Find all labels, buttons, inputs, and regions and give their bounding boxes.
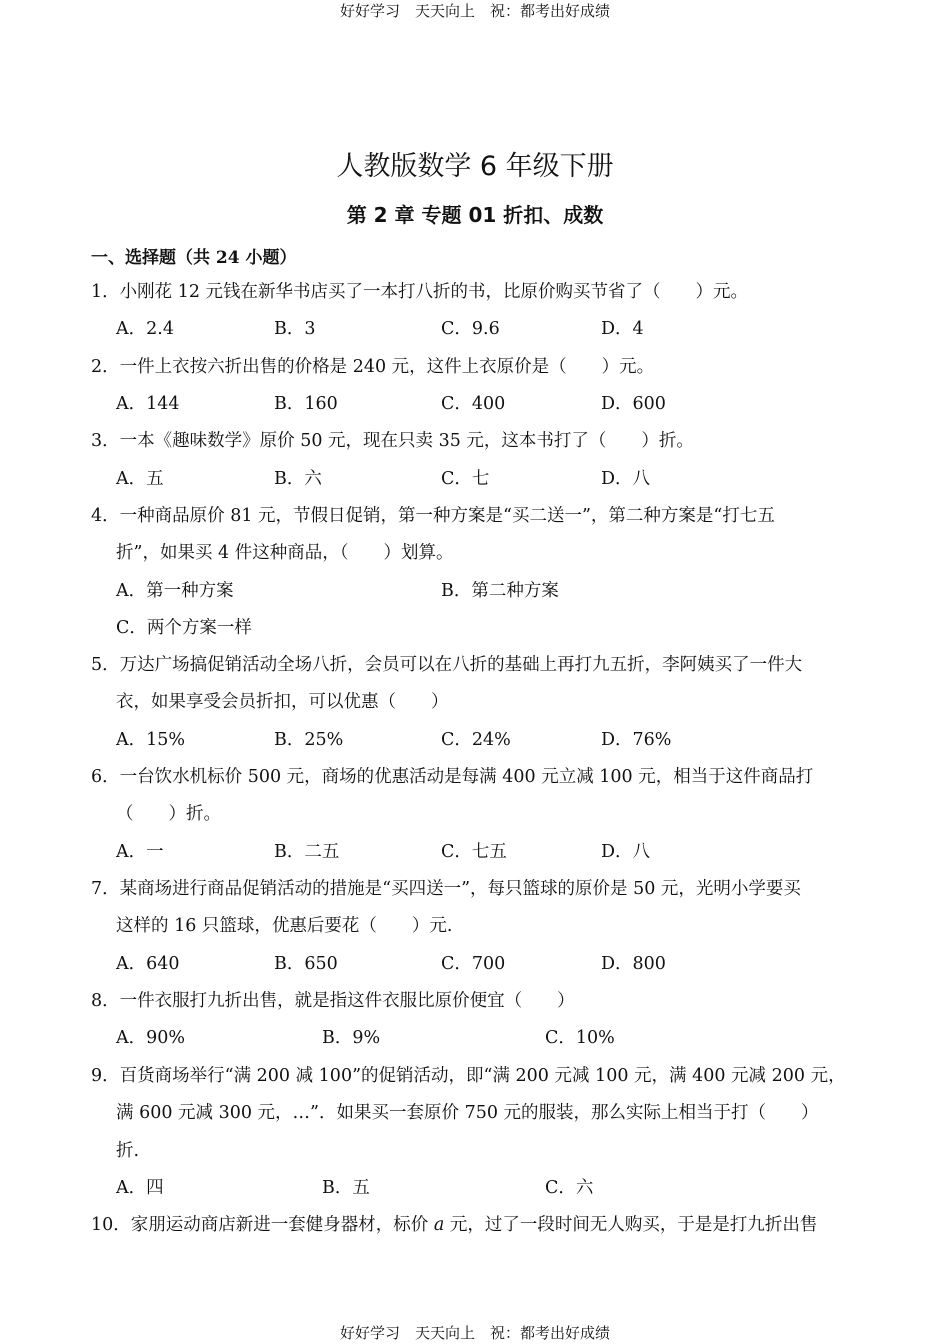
q1-option-b: B．3 xyxy=(274,319,316,339)
page-title: 人教版数学 6 年级下册 xyxy=(336,151,614,182)
q10-text-a: 10．家朋运动商店新进一套健身器材，标价 xyxy=(91,1215,434,1235)
question-9-line-3: 折. xyxy=(116,1141,140,1161)
question-5-line-2: 衣，如果享受会员折扣，可以优惠（ ） xyxy=(116,692,449,712)
q8-option-c: C．10% xyxy=(545,1028,615,1048)
question-5-line-1: 5．万达广场搞促销活动全场八折，会员可以在八折的基础上再打九五折，李阿姨买了一件大 xyxy=(91,655,803,675)
q5-option-a: A．15% xyxy=(116,730,186,750)
section-heading: 一、选择题（共 24 小题） xyxy=(91,248,297,268)
q7-option-c: C．700 xyxy=(441,954,506,974)
q9-option-c: C．六 xyxy=(545,1178,594,1198)
q9-option-b: B．五 xyxy=(322,1178,370,1198)
question-1: 1．小刚花 12 元钱在新华书店买了一本打八折的书，比原价购买节省了（ ）元。 xyxy=(91,282,749,302)
q1-option-c: C．9.6 xyxy=(441,319,500,339)
q7-option-a: A．640 xyxy=(116,954,180,974)
question-9-line-1: 9．百货商场举行“满 200 减 100”的促销活动，即“满 200 元减 100 元，满 400 元减 200 元， xyxy=(91,1066,846,1086)
page-header: 好好学习 天天向上 祝：都考出好成绩 xyxy=(339,2,610,20)
question-6-line-1: 6．一台饮水机标价 500 元，商场的优惠活动是每满 400 元立减 100 元，相当于这件商品打 xyxy=(91,767,814,787)
page-footer: 好好学习 天天向上 祝：都考出好成绩 xyxy=(339,1324,610,1342)
q7-option-d: D．800 xyxy=(601,954,666,974)
question-4-line-2: 折”，如果买 4 件这种商品，（ ）划算。 xyxy=(116,543,454,563)
q1-option-a: A．2.4 xyxy=(116,319,174,339)
q3-option-b: B．六 xyxy=(274,469,322,489)
q4-option-a: A．第一种方案 xyxy=(116,581,234,601)
q6-option-d: D．八 xyxy=(601,842,651,862)
q6-option-c: C．七五 xyxy=(441,842,507,862)
q1-option-d: D．4 xyxy=(601,319,644,339)
question-7-line-2: 这样的 16 只篮球，优惠后要花（ ）元. xyxy=(116,916,453,936)
q2-option-c: C．400 xyxy=(441,394,506,414)
question-7-line-1: 7．某商场进行商品促销活动的措施是“买四送一”，每只篮球的原价是 50 元，光明小学要买 xyxy=(91,879,801,899)
q2-option-d: D．600 xyxy=(601,394,666,414)
q9-option-a: A．四 xyxy=(116,1178,164,1198)
q2-option-b: B．160 xyxy=(274,394,338,414)
q4-option-c: C．两个方案一样 xyxy=(116,618,252,638)
q8-option-a: A．90% xyxy=(116,1028,186,1048)
q3-option-d: D．八 xyxy=(601,469,651,489)
q10-variable: a xyxy=(433,1215,445,1235)
q5-option-c: C．24% xyxy=(441,730,511,750)
q5-option-b: B．25% xyxy=(274,730,344,750)
question-10-line-1 xyxy=(91,1214,817,1236)
chapter-subtitle: 第 2 章 专题 01 折扣、成数 xyxy=(346,203,604,227)
q5-option-d: D．76% xyxy=(601,730,672,750)
q7-option-b: B．650 xyxy=(274,954,338,974)
q8-option-b: B．9% xyxy=(322,1028,381,1048)
question-9-line-2: 满 600 元减 300 元，…”．如果买一套原价 750 元的服装，那么实际上相当于打（ ） xyxy=(116,1103,819,1123)
question-8: 8．一件衣服打九折出售，就是指这件衣服比原价便宜（ ） xyxy=(91,991,575,1011)
question-3: 3．一本《趣味数学》原价 50 元，现在只卖 35 元，这本书打了（ ）折。 xyxy=(91,431,694,451)
question-2: 2．一件上衣按六折出售的价格是 240 元，这件上衣原价是（ ）元。 xyxy=(91,357,655,377)
q3-option-c: C．七 xyxy=(441,469,490,489)
q2-option-a: A．144 xyxy=(116,394,180,414)
question-6-line-2: （ ）折。 xyxy=(116,804,221,824)
q6-option-a: A．一 xyxy=(116,842,164,862)
question-4-line-1: 4．一种商品原价 81 元，节假日促销，第一种方案是“买二送一”，第二种方案是“打七五 xyxy=(91,506,775,526)
q6-option-b: B．二五 xyxy=(274,842,340,862)
q3-option-a: A．五 xyxy=(116,469,164,489)
q4-option-b: B．第二种方案 xyxy=(441,581,559,601)
q10-text-b: 元，过了一段时间无人购买，于是是打九折出售 xyxy=(444,1215,818,1235)
